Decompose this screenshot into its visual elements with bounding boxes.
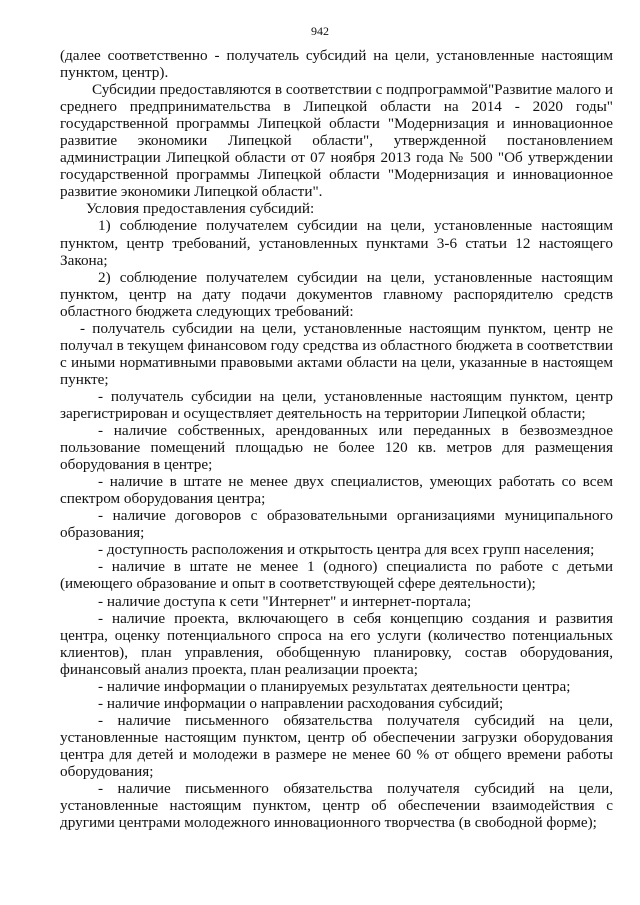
requirement-bullet: - наличие собственных, арендованных или переданных в безвозмездное пользование помещений площадью не более 120 кв. метров для размещения оборудования в центре; (60, 422, 613, 474)
document-body (60, 47, 613, 831)
requirement-bullet: - получатель субсидии на цели, установленные настоящим пунктом, центр не получал в текущем финансовом году средства из областного бюджета в соответствии с иными нормативными правовыми актами области на цели, указанные в настоящем пункте; (60, 319, 613, 388)
requirement-bullet: - наличие договоров с образовательными организациями муниципального образования; (60, 507, 613, 542)
requirement-bullet: - получатель субсидии на цели, установленные настоящим пунктом, центр зарегистрирован и осуществляет деятельность на территории Липецкой области; (60, 387, 613, 422)
requirement-bullet: - наличие информации о направлении расходования субсидий; (98, 694, 504, 712)
requirement-bullet: - наличие в штате не менее 1 (одного) специалиста по работе с детьми (имеющего образование и опыт в соответствующей сфере деятельности); (60, 558, 613, 593)
requirement-bullet: - наличие проекта, включающего в себя концепцию создания и развития центра, оценку потенциального спроса на его услуги (количество потенциальных клиентов), план управления, обобщенную планировку, состав оборудования, финансовый анализ проекта, план реализации проекта; (60, 609, 613, 678)
paragraph-subsidy-basis: Субсидии предоставляются в соответствии с подпрограммой"Развитие малого и среднего предпринимательства в Липецкой области на 2014 - 2020 годы" государственной программы Липецкой области "Модернизация и инновационное развитие экономики Липецкой области", утвержденной постановлением администрации Липецкой области от 07 ноября 2013 года № 500 "Об утверждении государственной программы Липецкой области "Модернизация и инновационное развитие экономики Липецкой области". (60, 81, 613, 201)
requirement-bullet: - наличие в штате не менее двух специалистов, умеющих работать со всем спектром оборудования центра; (60, 473, 613, 508)
requirement-bullet: - доступность расположения и открытость центра для всех групп населения; (98, 541, 595, 559)
requirement-bullet: - наличие письменного обязательства получателя субсидий на цели, установленные настоящим пунктом, центр об обеспечении взаимодействия с другими центрами молодежного инновационного творчества (в свободной форме); (60, 780, 613, 832)
condition-item-2: 2) соблюдение получателем субсидии на цели, установленные настоящим пунктом, центр на дату подачи документов главному распорядителю средств областного бюджета следующих требований: (60, 268, 613, 320)
requirement-bullet: - наличие письменного обязательства получателя субсидий на цели, установленные настоящим пунктом, центр об обеспечении загрузки оборудования центра для детей и молодежи в размере не менее 60 % от общего времени работы оборудования; (60, 711, 613, 780)
paragraph-recipients-definition: (далее соответственно - получатель субсидий на цели, установленные настоящим пунктом, центр). (60, 47, 613, 82)
requirement-bullet: - наличие информации о планируемых результатах деятельности центра; (98, 677, 571, 695)
requirement-bullet: - наличие доступа к сети "Интернет" и интернет-портала; (98, 592, 472, 610)
page-number: 942 (311, 24, 329, 38)
paragraph-conditions-heading: Условия предоставления субсидий: (86, 200, 315, 218)
condition-item-1: 1) соблюдение получателем субсидии на цели, установленные настоящим пунктом, центр требований, установленных пунктами 3-6 статьи 12 настоящего Закона; (60, 217, 613, 269)
